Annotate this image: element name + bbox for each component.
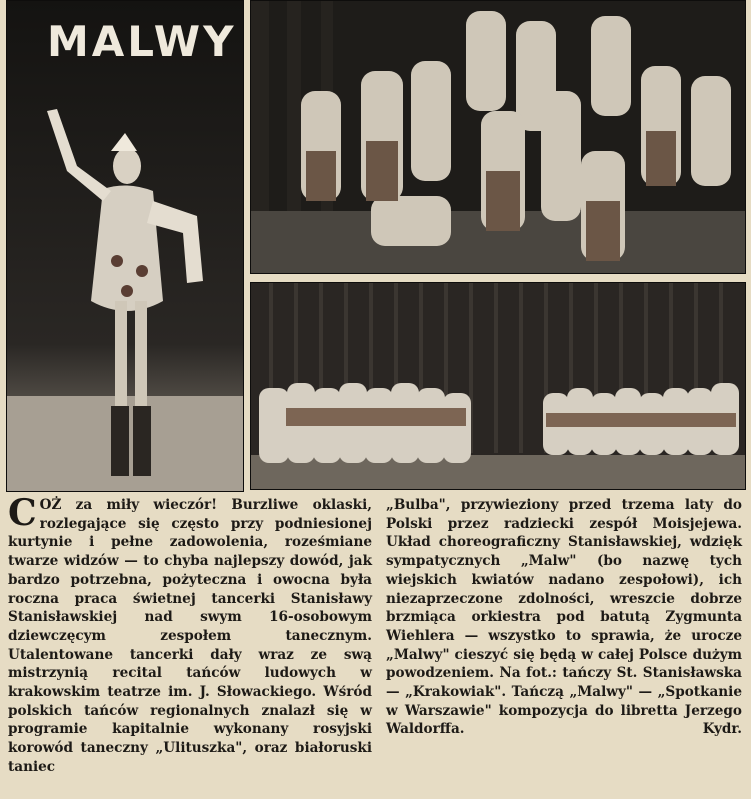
article-text-left: OŻ za miły wieczór! Burzliwe oklaski, rozlegające się często przy podniesionej kurtynie i pełne zadowolenia, roześmiane twarze widzów — to chyba najlepszy dowód, jak bardzo potrzebna, pożyteczna i owocna była roczna praca świetnej tancerki Stanisławy Stanisławskiej nad swym 16-osobowym dziewczęcym zespołem tanecznym. Utalentowane tancerki dały wraz ze swą mistrzynią recital tańców ludowych w krakowskim teatrze im. J. Słowackiego. Wśród polskich tańców regionalnych znalazł się w programie kapitalnie wykonany rosyjski korowód taneczny „Ulituszka", oraz białoruski taniec	[8, 497, 372, 775]
article-text-right: „Bulba", przywieziony przed trzema laty do Polski przez radziecki zespół Moisjejewa. Układ choreograficzny Stanisławskiej, wdzięk sympatycznych „Malw" (bo nazwę tych wiejskich kwiatów nadano zespołowi), ich niezaprzeczone zdolności, wreszcie dobrze brzmiąca orkiestra pod batutą Zygmunta Wiehlera — wszystko to sprawia, że urocze „Malwy" cieszyć się będą w całej Polsce dużym powodzeniem. Na fot.: tańczy St. Stanisławska — „Krakowiak". Tańczą „Malwy" — „Spotkanie w Warszawie" kompozycja do libretta Jerzego Waldorffa.	[386, 497, 742, 738]
soloist-photo	[6, 0, 244, 492]
couples-photo	[250, 0, 746, 274]
article-column-right	[386, 496, 742, 739]
article-column-left	[8, 492, 372, 777]
dancer-solo-photo-icon	[7, 1, 243, 491]
dancing-couples-photo-icon	[251, 1, 745, 273]
author-signature: Kydr.	[702, 721, 742, 738]
drop-cap: C	[8, 492, 37, 534]
seated-dancers-photo	[250, 282, 746, 490]
page-title: MALWY	[47, 17, 237, 66]
seated-dancers-photo-icon	[251, 283, 745, 489]
